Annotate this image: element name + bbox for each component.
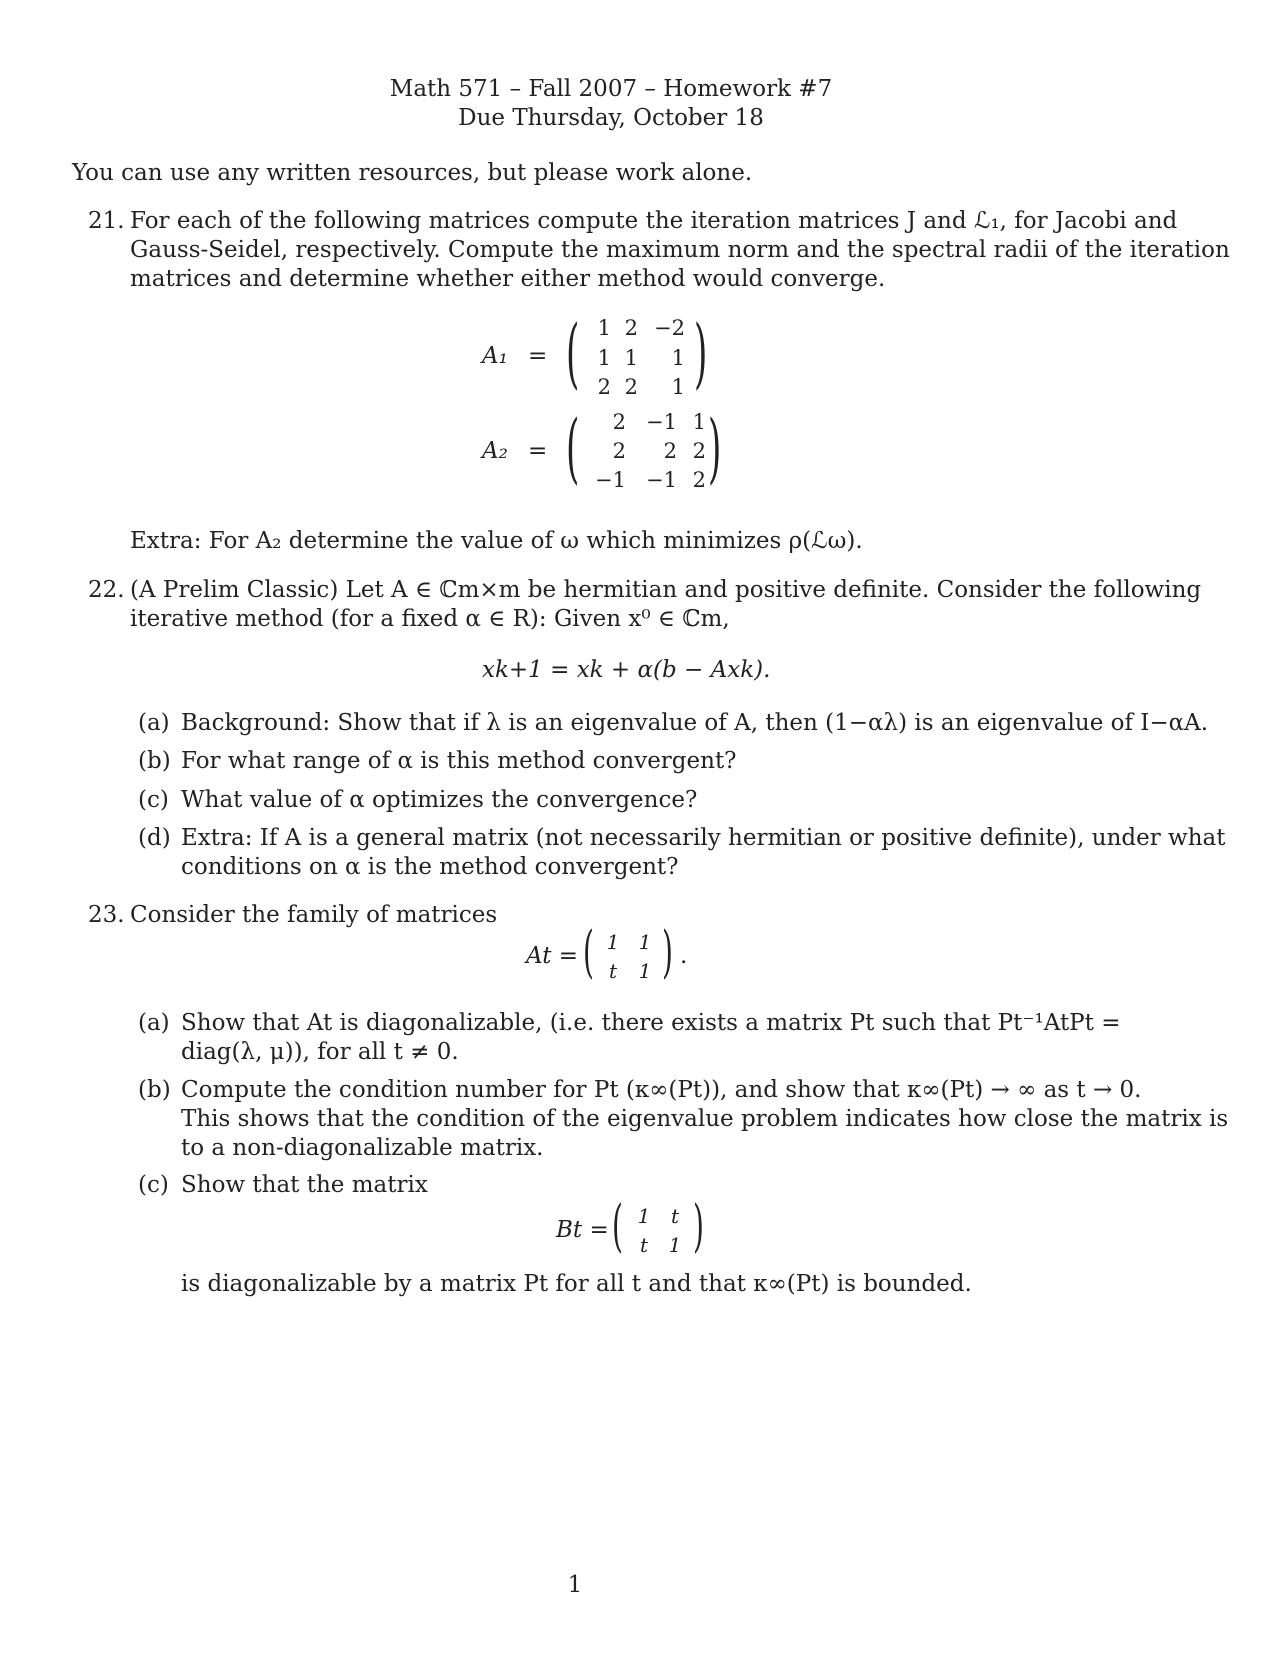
matrix-bt-left-paren: ( <box>612 1194 623 1259</box>
matrix-bt-right-paren: ) <box>693 1194 704 1259</box>
matrix-at-left-paren: ( <box>583 920 594 985</box>
matrix-bt-cell-2-2: 1 <box>668 1233 682 1257</box>
problem-22c-label: (c) <box>138 787 169 813</box>
matrix-a2-cell-2-3: 2 <box>692 439 706 463</box>
matrix-a1-cell-2-1: 1 <box>597 346 611 370</box>
problem-21-line-3: matrices and determine whether either method would converge. <box>130 266 886 292</box>
problem-23a-line-2: diag(λ, μ)), for all t ≠ 0. <box>181 1039 459 1065</box>
problem-23c-text: Show that the matrix <box>181 1172 428 1198</box>
problem-22c-text: What value of α optimizes the convergence? <box>181 787 698 813</box>
page-number: 1 <box>567 1572 583 1598</box>
matrix-a1-cell-1-1: 1 <box>597 316 611 340</box>
matrix-a1-cell-1-3: −2 <box>654 316 685 340</box>
matrix-at-cell-2-2: 1 <box>638 959 652 983</box>
matrix-a2-cell-3-1: −1 <box>595 468 626 492</box>
matrix-a2-cell-3-2: −1 <box>646 468 677 492</box>
matrix-at-label: At = <box>526 943 579 969</box>
problem-23c-conclusion: is diagonalizable by a matrix Pt for all t and that κ∞(Pt) is bounded. <box>181 1271 972 1297</box>
intro-text: You can use any written resources, but please work alone. <box>72 160 753 186</box>
matrix-a1-right-paren: ) <box>694 308 708 397</box>
matrix-a1-cell-2-2: 1 <box>624 346 638 370</box>
matrix-at-cell-1-1: 1 <box>606 930 620 954</box>
matrix-bt-cell-1-1: 1 <box>637 1204 651 1228</box>
matrix-a2-equals: = <box>528 438 548 464</box>
matrix-a1-cell-3-1: 2 <box>597 375 611 399</box>
matrix-a2-cell-1-3: 1 <box>692 410 706 434</box>
problem-22d-line-1: Extra: If A is a general matrix (not necessarily hermitian or positive definite), under what <box>181 825 1226 851</box>
matrix-at-period: . <box>680 943 688 969</box>
matrix-a1-cell-3-3: 1 <box>671 375 685 399</box>
problem-21-line-2: Gauss-Seidel, respectively. Compute the maximum norm and the spectral radii of the iteration <box>130 237 1230 263</box>
matrix-a2-label: A₂ <box>482 438 508 464</box>
matrix-a1-equals: = <box>528 343 548 369</box>
problem-23a-label: (a) <box>138 1010 170 1036</box>
matrix-at-right-paren: ) <box>662 920 673 985</box>
problem-22a-label: (a) <box>138 710 170 736</box>
problem-21-line-1: For each of the following matrices compute the iteration matrices J and ℒ₁, for Jacobi and <box>130 208 1178 234</box>
problem-23c-label: (c) <box>138 1172 169 1198</box>
problem-22b-label: (b) <box>138 748 171 774</box>
matrix-a1-cell-1-2: 2 <box>624 316 638 340</box>
problem-22-equation: xk+1 = xk + α(b − Axk). <box>482 657 771 683</box>
problem-23b-line-2: This shows that the condition of the eigenvalue problem indicates how close the matrix is <box>181 1106 1229 1132</box>
problem-23b-line-1: Compute the condition number for Pt (κ∞(Pt)), and show that κ∞(Pt) → ∞ as t → 0. <box>181 1077 1142 1103</box>
matrix-a1-left-paren: ( <box>566 308 580 397</box>
matrix-a2-cell-3-3: 2 <box>692 468 706 492</box>
problem-23b-line-3: to a non-diagonalizable matrix. <box>181 1135 544 1161</box>
matrix-a2-left-paren: ( <box>566 403 580 492</box>
matrix-a2-cell-1-1: 2 <box>612 410 626 434</box>
problem-22-line-1: (A Prelim Classic) Let A ∈ ℂm×m be hermitian and positive definite. Consider the following <box>130 577 1202 603</box>
problem-22d-line-2: conditions on α is the method convergent? <box>181 854 679 880</box>
problem-22b-text: For what range of α is this method convergent? <box>181 748 737 774</box>
matrix-bt-label: Bt = <box>556 1217 609 1243</box>
problem-21-extra: Extra: For A₂ determine the value of ω which minimizes ρ(ℒω). <box>130 528 863 554</box>
due-date: Due Thursday, October 18 <box>458 105 764 131</box>
matrix-bt-cell-2-1: t <box>639 1233 649 1257</box>
matrix-a2-cell-1-2: −1 <box>646 410 677 434</box>
problem-21-number: 21. <box>88 208 125 234</box>
problem-23b-label: (b) <box>138 1077 171 1103</box>
problem-22-number: 22. <box>88 577 125 603</box>
problem-22a-text: Background: Show that if λ is an eigenvalue of A, then (1−αλ) is an eigenvalue of I−αA. <box>181 710 1209 736</box>
matrix-a1-cell-3-2: 2 <box>624 375 638 399</box>
matrix-a2-right-paren: ) <box>708 403 722 492</box>
matrix-a1-label: A₁ <box>482 343 508 369</box>
matrix-at-cell-2-1: t <box>608 959 618 983</box>
problem-23a-line-1: Show that At is diagonalizable, (i.e. there exists a matrix Pt such that Pt⁻¹AtPt = <box>181 1010 1121 1036</box>
problem-22-line-2: iterative method (for a fixed α ∈ R): Given x⁰ ∈ ℂm, <box>130 606 730 632</box>
matrix-a2-cell-2-2: 2 <box>663 439 677 463</box>
matrix-a1-cell-2-3: 1 <box>671 346 685 370</box>
problem-23-line-1: Consider the family of matrices <box>130 902 498 928</box>
problem-23-number: 23. <box>88 902 125 928</box>
problem-22d-label: (d) <box>138 825 171 851</box>
matrix-bt-cell-1-2: t <box>670 1204 680 1228</box>
matrix-a2-cell-2-1: 2 <box>612 439 626 463</box>
matrix-at-cell-1-2: 1 <box>638 930 652 954</box>
page-title: Math 571 – Fall 2007 – Homework #7 <box>389 76 833 102</box>
